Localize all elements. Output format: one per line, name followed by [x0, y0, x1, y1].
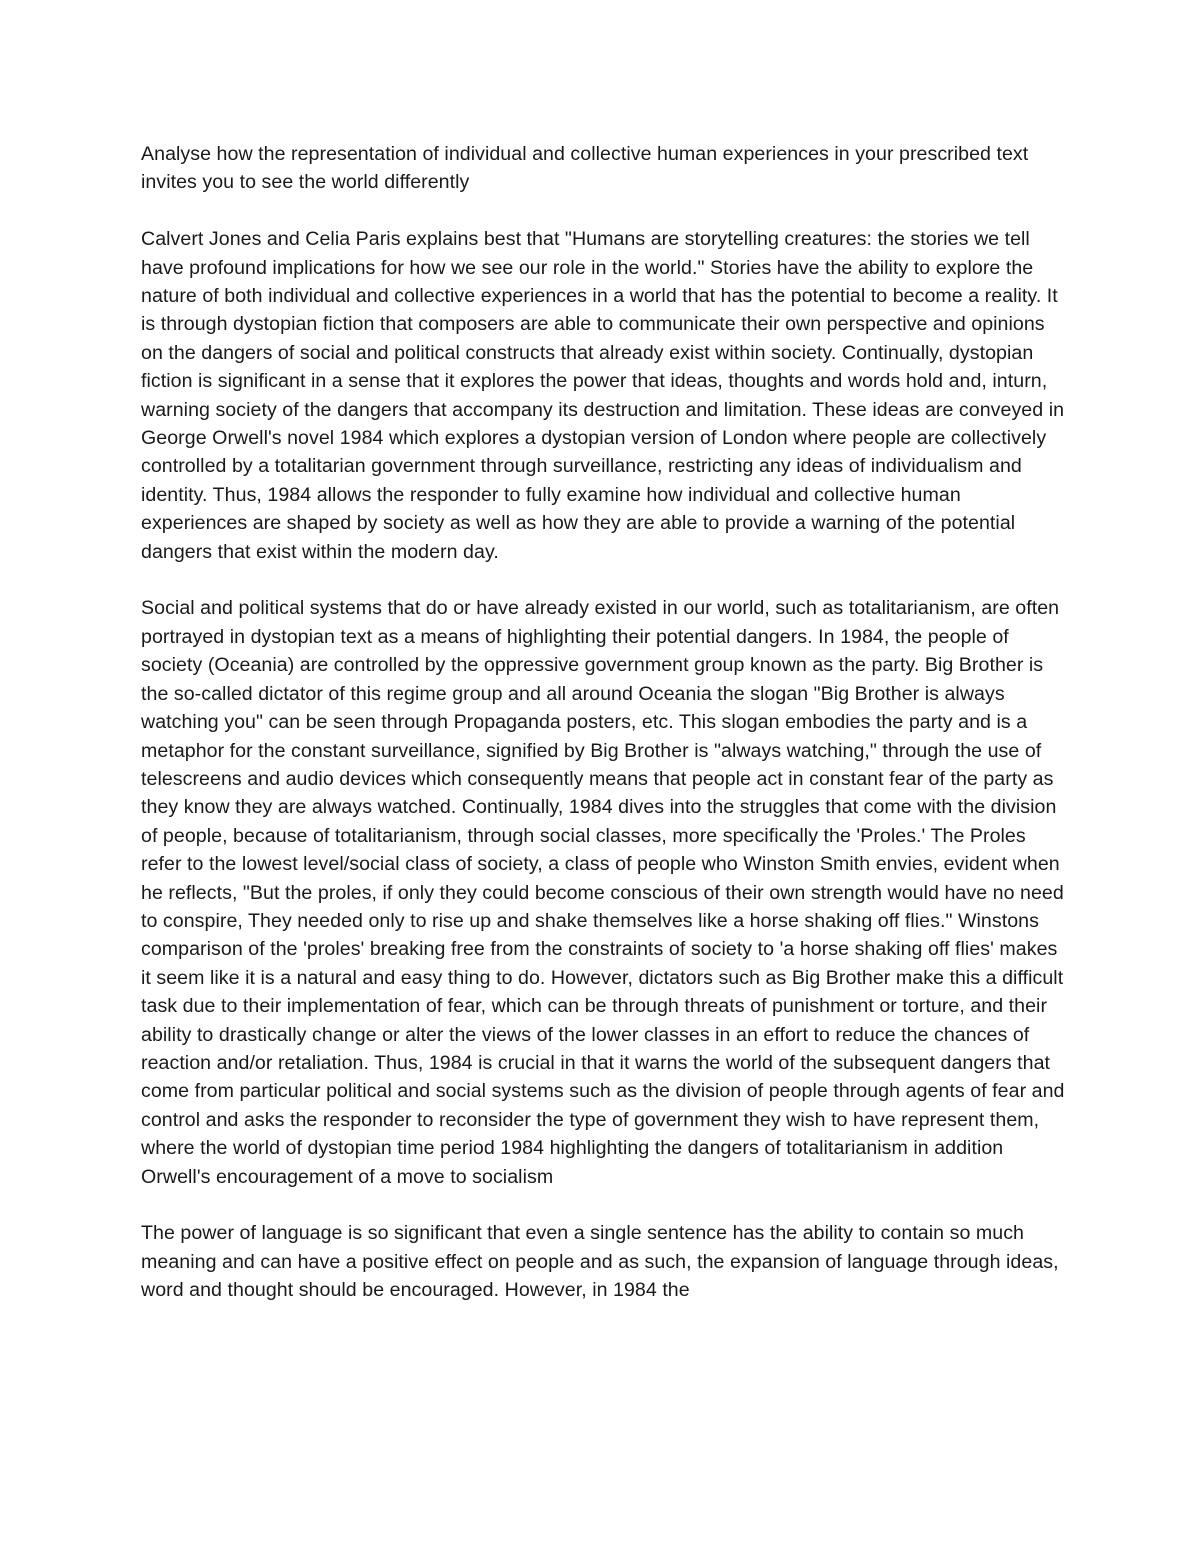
paragraph-body-1: Social and political systems that do or have already existed in our world, such as totalitarianism, are often portrayed in dystopian text as a means of highlighting their potential dangers. In 1984, the people of society (Oceania) are controlled by the oppressive government group known as the party. Big Brother is the so-called dictator of this regime group and all around Oceania the slogan "Big Brother is always watching you" can be seen through Propaganda posters, etc. This slogan embodies the party and is a metaphor for the constant surveillance, signified by Big Brother is "always watching," through the use of telescreens and audio devices which consequently means that people act in constant fear of the party as they know they are always watched. Continually, 1984 dives into the struggles that come with the division of people, because of totalitarianism, through social classes, more specifically the 'Proles.' The Proles refer to the lowest level/social class of society, a class of people who Winston Smith envies, evident when he reflects, "But the proles, if only they could become conscious of their own strength would have no need to conspire, They needed only to rise up and shake themselves like a horse shaking off flies." Winstons comparison of the 'proles' breaking free from the constraints of society to 'a horse shaking off flies' makes it seem like it is a natural and easy thing to do. However, dictators such as Big Brother make this a difficult task due to their implementation of fear, which can be through threats of punishment or torture, and their ability to drastically change or alter the views of the lower classes in an effort to reduce the chances of reaction and/or retaliation. Thus, 1984 is crucial in that it warns the world of the subsequent dangers that come from particular political and social systems such as the division of people through agents of fear and control and asks the responder to reconsider the type of government they wish to have represent them, where the world of dystopian time period 1984 highlighting the dangers of totalitarianism in addition Orwell's encouragement of a move to socialism	[141, 597, 1065, 1188]
document-body	[141, 140, 1066, 1305]
essay-prompt: Analyse how the representation of individual and collective human experiences in your prescribed text invites you to see the world differently	[141, 143, 1029, 194]
paragraph-body-2: The power of language is so significant that even a single sentence has the ability to contain so much meaning and can have a positive effect on people and as such, the expansion of language through ideas, word and thought should be encouraged. However, in 1984 the	[141, 1222, 1059, 1302]
paragraph-introduction: Calvert Jones and Celia Paris explains best that "Humans are storytelling creatures: the stories we tell have profound implications for how we see our role in the world." Stories have the ability to explore the nature of both individual and collective experiences in a world that has the potential to become a reality. It is through dystopian fiction that composers are able to communicate their own perspective and opinions on the dangers of social and political constructs that already exist within society. Continually, dystopian fiction is significant in a sense that it explores the power that ideas, thoughts and words hold and, inturn, warning society of the dangers that accompany its destruction and limitation. These ideas are conveyed in George Orwell's novel 1984 which explores a dystopian version of London where people are collectively controlled by a totalitarian government through surveillance, restricting any ideas of individualism and identity. Thus, 1984 allows the responder to fully examine how individual and collective human experiences are shaped by society as well as how they are able to provide a warning of the potential dangers that exist within the modern day.	[141, 228, 1065, 563]
